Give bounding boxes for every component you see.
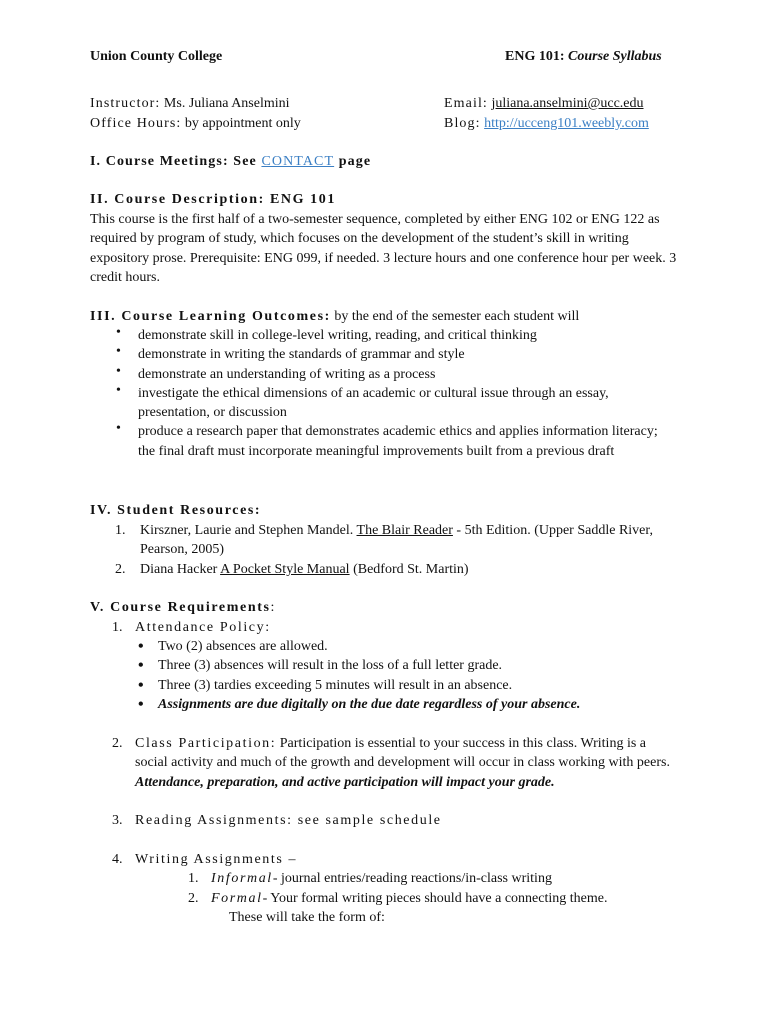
course-description: This course is the first half of a two-semester sequence, completed by either ENG 102 or ENG 122 as required by program of study, which focuses on the development of the student’s skill in writing expository prose. Prerequisite: ENG 099, if needed. 3 lecture hours and one conference hour per week. 3 credit hours. [90,212,677,285]
writing-item-informal: Informal- journal entries/reading reactions/in-class writing [211,871,552,886]
reading-heading: Reading Assignments: see sample schedule [135,813,442,828]
office-hours-line [90,114,301,133]
attendance-list [138,637,678,714]
section-1-heading [90,152,371,171]
section-3-intro: by the end of the semester each student will [334,309,580,324]
blog-line [444,114,649,133]
course-title: Course Syllabus [568,49,662,64]
participation-emphasis: Attendance, preparation, and active participation will impact your grade. [135,774,555,790]
list-item: • Three (3) tardies exceeding 5 minutes will result in an absence. [138,676,513,694]
list-item: • investigate the ethical dimensions of an academic or cultural issue through an essay, presentation, or discussion [116,382,609,421]
attendance-heading: Attendance Policy: [135,620,271,635]
section-3-heading-line [90,307,579,326]
blog-link[interactable]: http://ucceng101.weebly.com [484,116,649,131]
office-hours-label: Office Hours: [90,116,182,131]
instructor-label: Instructor: [90,96,161,111]
attendance-number: 1. [112,620,123,635]
resource-1-number: 1. [115,523,126,538]
learning-outcomes-list [116,325,678,461]
blog-label: Blog: [444,116,481,131]
email-link[interactable]: juliana.anselmini@ucc.edu [491,96,644,111]
participation-number: 2. [112,736,123,751]
section-5-heading-line: V. Course Requirements: [90,600,275,615]
participation-paragraph: Class Participation: Participation is essential to your success in this class. Writing is a social activity and much of the growth and development will occur in class working with peers. Attendance, preparation, and active participation will impact your grade. [135,736,670,790]
list-item: • Assignments are due digitally on the due date regardless of your absence. [138,695,581,713]
participation-heading: Class Participation: [135,736,277,751]
section-3-heading: III. Course Learning Outcomes: [90,309,331,324]
section-4-heading: IV. Student Resources: [90,503,262,518]
resource-2: Diana Hacker A Pocket Style Manual (Bedford St. Martin) [140,562,469,577]
email-line [444,94,644,113]
contact-link[interactable]: CONTACT [261,154,335,169]
writing-heading: Writing Assignments – [135,852,298,867]
college-name: Union County College [90,49,223,64]
writing-item-2-number: 2. [188,891,199,906]
list-item: • demonstrate skill in college-level writing, reading, and critical thinking [116,325,537,343]
section-2-heading: II. Course Description: ENG 101 [90,192,336,207]
list-item: • produce a research paper that demonstrates academic ethics and applies information literacy; the final draft must incorporate meaningful improvements built from a previous draft [116,421,658,459]
instructor-line [90,94,290,113]
course-code: ENG 101: [505,49,565,64]
writing-continuation: These will take the form of: [229,910,385,925]
list-item: • Two (2) absences are allowed. [138,638,328,655]
pocket-style-manual-title: A Pocket Style Manual [220,562,350,577]
course-header [505,47,662,66]
instructor-name: Ms. Juliana Anselmini [163,96,290,111]
section-1-heading-prefix: I. Course Meetings: See [90,154,257,169]
list-item: • demonstrate an understanding of writing as a process [116,363,436,382]
office-hours-value: by appointment only [184,116,301,131]
writing-number: 4. [112,852,123,867]
resource-2-number: 2. [115,562,126,577]
resource-1: Kirszner, Laurie and Stephen Mandel. The Blair Reader - 5th Edition. (Upper Saddle River, Pearson, 2005) [140,523,653,558]
section-5-heading: V. Course Requirements [90,600,271,615]
list-item: • Three (3) absences will result in the loss of a full letter grade. [138,657,503,675]
list-item: • demonstrate in writing the standards of grammar and style [116,344,465,363]
writing-item-1-number: 1. [188,871,199,886]
email-label: Email: [444,96,488,111]
section-1-heading-suffix: page [338,154,372,169]
reading-number: 3. [112,813,123,828]
blair-reader-title: The Blair Reader [356,523,453,538]
writing-item-formal: Formal- Your formal writing pieces should have a connecting theme. [211,891,608,906]
